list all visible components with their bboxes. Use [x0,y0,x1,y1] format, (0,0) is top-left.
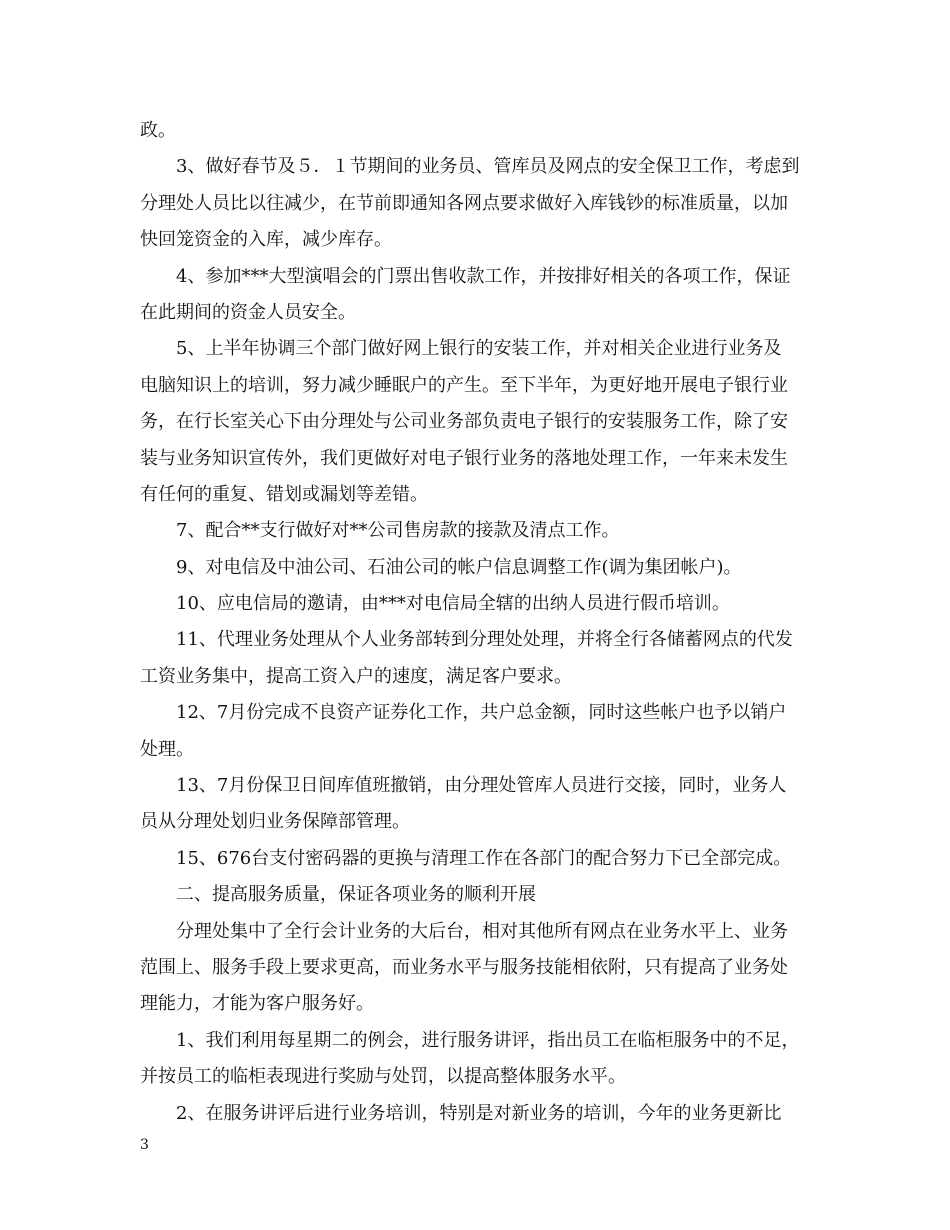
text-line: 9、对电信及中油公司、石油公司的帐户信息调整工作(调为集团帐户)。 [176,556,742,578]
text-line: 务，在行长室关心下由分理处与公司业务部负责电子银行的安装服务工作，除了安 [140,411,788,433]
text-line: 2、在服务讲评后进行业务培训，特别是对新业务的培训，今年的业务更新比 [176,1102,782,1124]
text-line: 10、应电信局的邀请，由***对电信局全辖的出纳人员进行假币培训。 [176,593,730,615]
text-line: 电脑知识上的培训，努力减少睡眠户的产生。至下半年，为更好地开展电子银行业 [140,374,788,396]
text-line: 在此期间的资金人员安全。 [140,301,356,323]
text-line: 7、配合**支行做好对**公司售房款的接款及清点工作。 [176,520,620,542]
text-line: 工资业务集中，提高工资入户的速度，满足客户要求。 [140,665,572,687]
text-line: 15、676台支付密码器的更换与清理工作在各部门的配合努力下已全部完成。 [176,847,792,869]
text-line: 理能力，才能为客户服务好。 [140,993,374,1015]
text-line: 快回笼资金的入库，减少库存。 [140,229,392,251]
text-line: 分理处集中了全行会计业务的大后台，相对其他所有网点在业务水平上、业务 [176,920,788,942]
text-line: 员从分理处划归业务保障部管理。 [140,811,410,833]
body-text [140,113,820,1132]
text-line: 装与业务知识宣传外，我们更做好对电子银行业务的落地处理工作，一年来未发生 [140,447,788,469]
text-line: 分理处人员比以往减少，在节前即通知各网点要求做好入库钱钞的标准质量，以加 [140,192,788,214]
text-line: 范围上、服务手段上要求更高，而业务水平与服务技能相依附，只有提高了业务处 [140,956,788,978]
text-line: 4、参加***大型演唱会的门票出售收款工作，并按排好相关的各项工作，保证 [176,265,791,287]
text-line: 3、做好春节及５．１节期间的业务员、管库员及网点的安全保卫工作，考虑到 [176,156,800,178]
text-line: 1、我们利用每星期二的例会，进行服务讲评，指出员工在临柜服务中的不足， [176,1029,800,1051]
text-line: 政。 [140,120,176,141]
text-line: 并按员工的临柜表现进行奖励与处罚，以提高整体服务水平。 [140,1066,626,1088]
text-line: 13、7月份保卫日间库值班撤销，由分理处管库人员进行交接，同时，业务人 [176,775,787,797]
text-line: 有任何的重复、错划或漏划等差错。 [140,483,428,505]
page-number: 3 [140,1137,149,1153]
text-line: 11、代理业务处理从个人业务部转到分理处处理，并将全行各储蓄网点的代发 [176,629,793,651]
text-line: 5、上半年协调三个部门做好网上银行的安装工作，并对相关企业进行业务及 [176,338,782,360]
text-line: 处理。 [140,738,194,760]
text-line: 二、提高服务质量，保证各项业务的顺利开展 [176,884,536,906]
text-line: 12、7月份完成不良资产证券化工作，共户总金额，同时这些帐户也予以销户 [176,702,787,724]
